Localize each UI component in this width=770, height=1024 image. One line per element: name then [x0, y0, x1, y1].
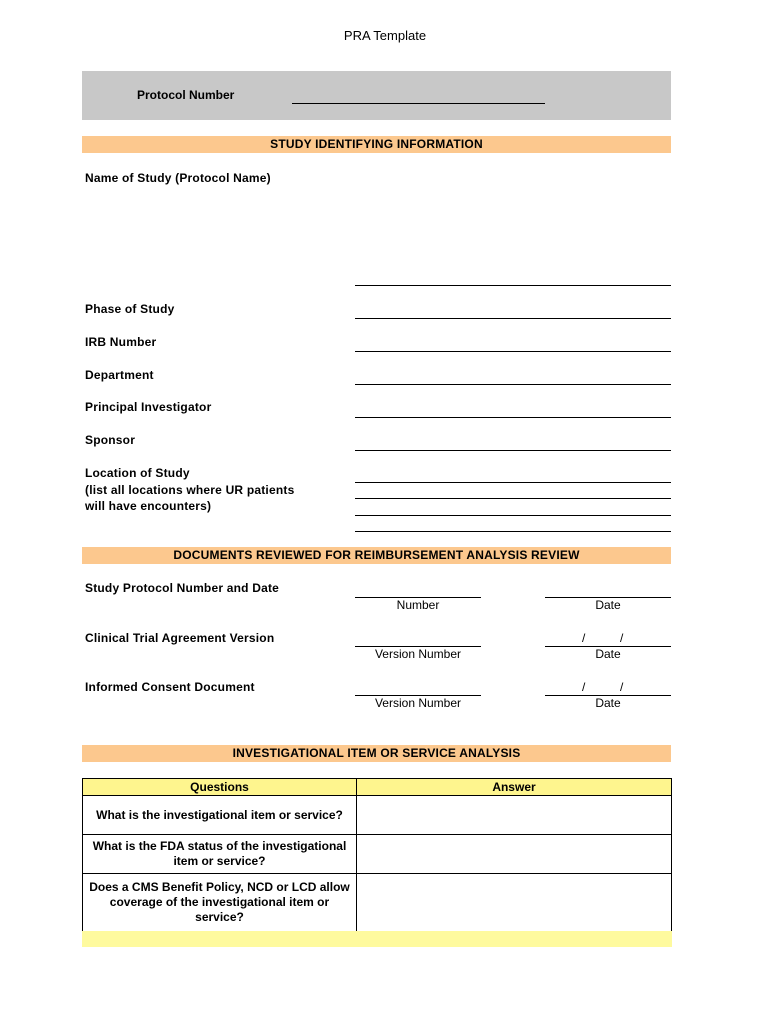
number-caption: Number — [396, 598, 440, 612]
table-footer-bar — [82, 931, 672, 947]
answer-cell[interactable] — [357, 874, 672, 932]
location-label — [85, 465, 294, 515]
icd-date-sep-2: / — [620, 680, 624, 694]
cta-date-sep-1: / — [582, 631, 586, 645]
answer-cell[interactable] — [357, 835, 672, 874]
location-label-line2: (list all locations where UR patients — [85, 482, 295, 497]
question-cell: Does a CMS Benefit Policy, NCD or LCD allow coverage of the investigational item or service? — [83, 874, 357, 932]
icd-version-caption: Version Number — [374, 696, 462, 710]
location-label-line1: Location of Study — [85, 466, 190, 480]
section-investigational-header: INVESTIGATIONAL ITEM OR SERVICE ANALYSIS — [82, 745, 671, 762]
cta-date-sep-2: / — [620, 631, 624, 645]
icd-date-caption: Date — [595, 696, 621, 710]
department-field[interactable] — [355, 384, 671, 385]
question-cell: What is the investigational item or service? — [83, 796, 357, 835]
department-label: Department — [85, 368, 154, 382]
section-study-header: STUDY IDENTIFYING INFORMATION — [82, 136, 671, 153]
questions-header: Questions — [83, 779, 357, 796]
location-label-line3: will have encounters) — [85, 499, 212, 513]
protocol-doc-label: Study Protocol Number and Date — [85, 581, 280, 595]
cta-version-caption: Version Number — [374, 647, 462, 661]
table-header-row — [83, 779, 672, 796]
page-title: PRA Template — [343, 28, 427, 43]
location-field-1[interactable] — [355, 482, 671, 483]
pi-label: Principal Investigator — [85, 400, 212, 414]
question-cell: What is the FDA status of the investigational item or service? — [83, 835, 357, 874]
study-name-field[interactable] — [355, 285, 671, 286]
protocol-number-label: Protocol Number — [137, 88, 235, 102]
cta-date-caption: Date — [595, 647, 621, 661]
questions-table — [82, 778, 672, 932]
protocol-number-field[interactable] — [292, 103, 545, 104]
sponsor-label: Sponsor — [85, 433, 136, 447]
location-field-3[interactable] — [355, 515, 671, 516]
location-field-2[interactable] — [355, 498, 671, 499]
phase-field[interactable] — [355, 318, 671, 319]
pi-field[interactable] — [355, 417, 671, 418]
section-documents-header: DOCUMENTS REVIEWED FOR REIMBURSEMENT ANALYSIS REVIEW — [82, 547, 671, 564]
irb-field[interactable] — [355, 351, 671, 352]
irb-label: IRB Number — [85, 335, 157, 349]
sponsor-field[interactable] — [355, 450, 671, 451]
location-field-4[interactable] — [355, 531, 671, 532]
protocol-date-caption: Date — [595, 598, 621, 612]
table-row — [83, 796, 672, 835]
phase-label: Phase of Study — [85, 302, 175, 316]
icd-date-sep-1: / — [582, 680, 586, 694]
icd-label: Informed Consent Document — [85, 680, 255, 694]
cta-label: Clinical Trial Agreement Version — [85, 631, 275, 645]
study-name-label: Name of Study (Protocol Name) — [85, 171, 271, 185]
table-row — [83, 874, 672, 932]
answer-cell[interactable] — [357, 796, 672, 835]
table-row — [83, 835, 672, 874]
answer-header: Answer — [357, 779, 672, 796]
